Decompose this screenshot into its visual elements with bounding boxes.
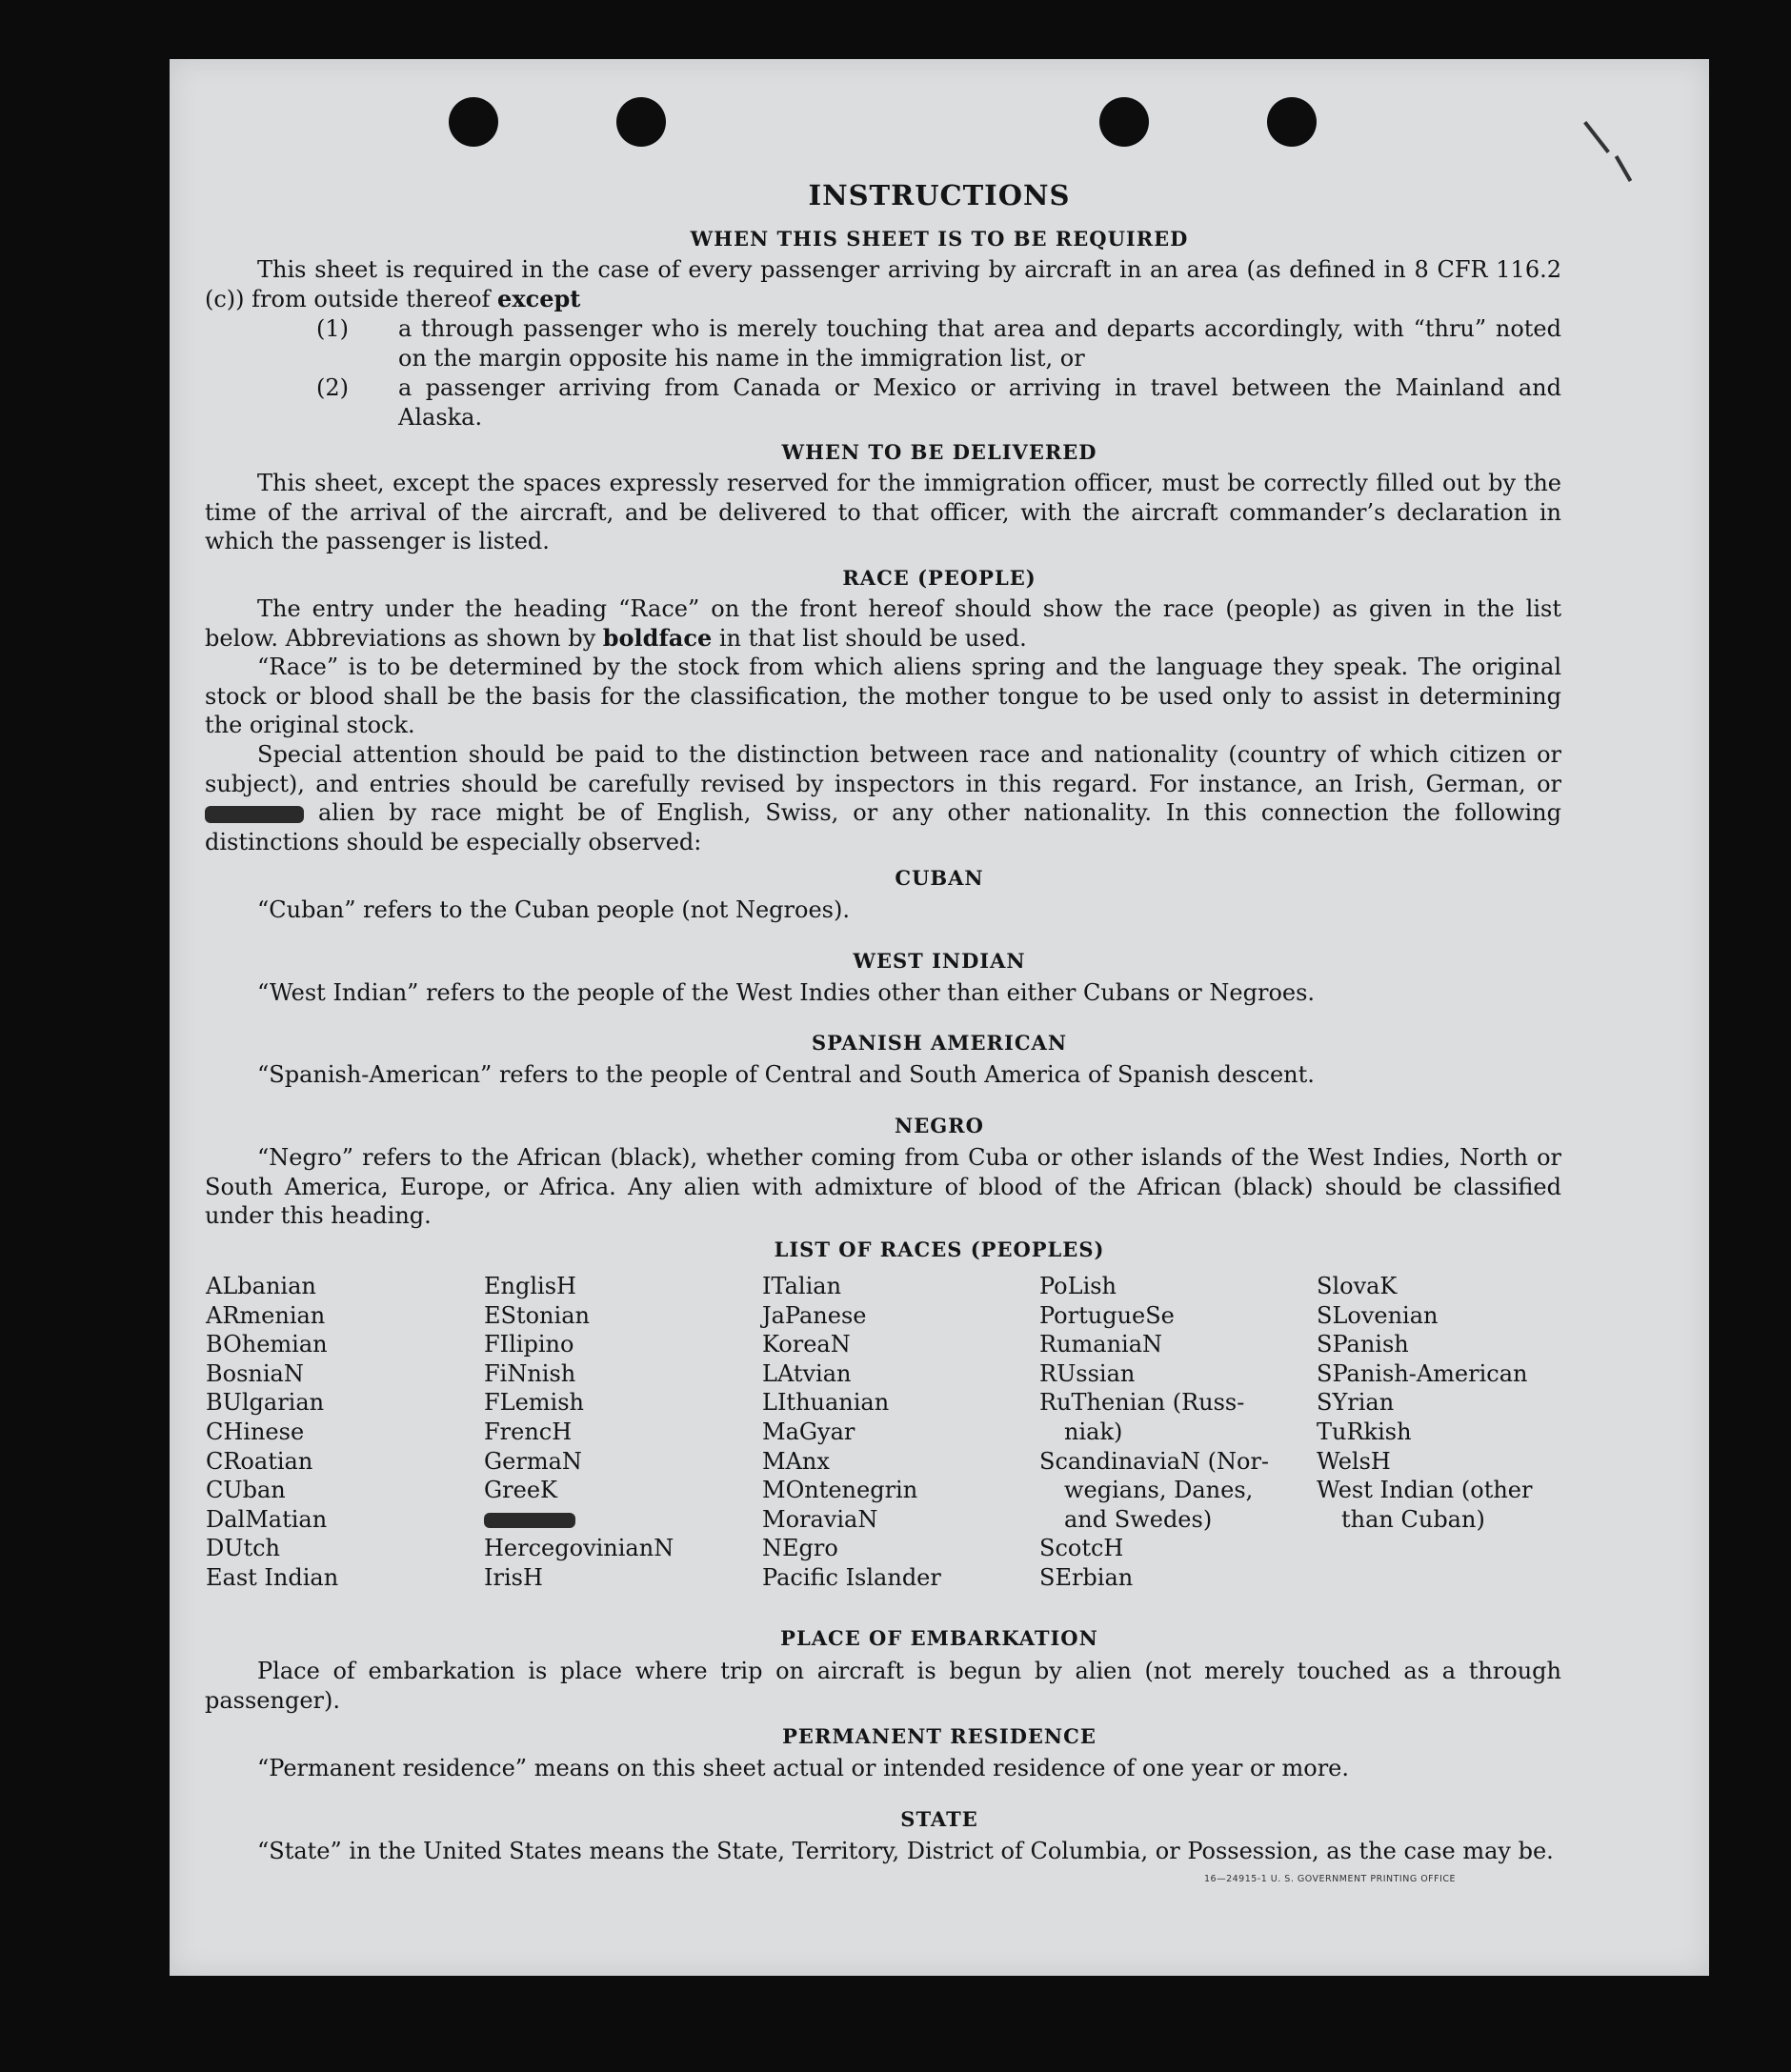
- heading-cuban: CUBAN: [895, 866, 984, 890]
- heading-race: RACE (PEOPLE): [842, 566, 1036, 590]
- scan-mark: [1583, 121, 1610, 153]
- race-item: ScotcH: [1039, 1535, 1124, 1562]
- race-item: KoreaN: [762, 1331, 851, 1358]
- race-item: LIthuanian: [762, 1389, 890, 1417]
- race-item: FLemish: [484, 1389, 584, 1417]
- race-item-line: ScandinaviaN (Nor-: [1039, 1447, 1270, 1475]
- race-item: CHinese: [206, 1418, 305, 1445]
- required-intro: This sheet is required in the case of every passenger arriving by aircraft in an area (as defined in 8 CFR 116.2 (c)) from outside thereof except: [205, 256, 1561, 312]
- race-item: WelsH: [1317, 1447, 1391, 1475]
- race-item: HercegovinianN: [484, 1535, 674, 1562]
- negro-text: “Negro” refers to the African (black), whether coming from Cuba or other islands of the West Indies, North or South America, Europe, or Africa. Any alien with admixture of blood of the African (black) should be classified under this heading.: [205, 1144, 1561, 1229]
- race-item: SYrian: [1317, 1389, 1395, 1417]
- embarkation-text: Place of embarkation is place where trip on aircraft is begun by alien (not merely touched as a through passenger).: [205, 1658, 1561, 1714]
- race-item: MAnx: [762, 1447, 830, 1475]
- race-item: DUtch: [206, 1535, 281, 1562]
- race-item: IrisH: [484, 1563, 543, 1591]
- race-item: DalMatian: [206, 1505, 328, 1533]
- race-item: ALbanian: [206, 1273, 316, 1299]
- race-item: RumaniaN: [1039, 1331, 1163, 1358]
- race-item: FiNnish: [484, 1359, 576, 1387]
- races-column-5: [1317, 1272, 1564, 1534]
- race-item: Pacific Islander: [762, 1563, 941, 1591]
- race-item: SErbian: [1039, 1563, 1134, 1591]
- race-item: PoLish: [1039, 1273, 1117, 1299]
- heading-state: STATE: [900, 1807, 978, 1831]
- west-indian-text: “West Indian” refers to the people of the West Indies other than either Cubans or Negroes.: [257, 979, 1316, 1006]
- delivered-text: This sheet, except the spaces expressly reserved for the immigration officer, must be correctly filled out by the time of the arrival of the aircraft, and be delivered to that officer, with the aircraft commander’s declaration in which the passenger is listed.: [205, 470, 1561, 554]
- heading-west-indian: WEST INDIAN: [853, 949, 1026, 973]
- races-column-1: [206, 1272, 463, 1593]
- race-item: SPanish-American: [1317, 1359, 1528, 1387]
- race-item: BOhemian: [206, 1331, 328, 1358]
- heading-required: WHEN THIS SHEET IS TO BE REQUIRED: [690, 227, 1189, 251]
- punch-hole: [1267, 97, 1317, 147]
- punch-hole: [616, 97, 666, 147]
- race-paragraph-1: The entry under the heading “Race” on the front hereof should show the race (people) as given in the list below. Abbreviations as shown by boldface in that list should be used.: [205, 595, 1561, 652]
- race-item: MaGyar: [762, 1418, 855, 1445]
- punch-hole: [1099, 97, 1149, 147]
- race-item-redacted: [484, 1505, 741, 1535]
- heading-residence: PERMANENT RESIDENCE: [782, 1724, 1097, 1748]
- race-item: CRoatian: [206, 1447, 313, 1475]
- races-column-2: [484, 1272, 741, 1593]
- race-item: FIlipino: [484, 1331, 574, 1358]
- race-item: TuRkish: [1317, 1418, 1412, 1445]
- page-title: INSTRUCTIONS: [808, 179, 1071, 211]
- redaction-mark: [205, 806, 304, 823]
- race-item: East Indian: [206, 1563, 339, 1591]
- heading-list-of-races: LIST OF RACES (PEOPLES): [774, 1237, 1105, 1261]
- race-item: BUlgarian: [206, 1389, 325, 1417]
- residence-text: “Permanent residence” means on this sheet actual or intended residence of one year or more.: [257, 1755, 1349, 1781]
- race-item: SPanish: [1317, 1331, 1409, 1358]
- race-item: ARmenian: [206, 1301, 326, 1329]
- race-item-line: niak): [1064, 1418, 1123, 1445]
- heading-spanish-american: SPANISH AMERICAN: [811, 1031, 1068, 1055]
- race-item: GreeK: [484, 1477, 557, 1504]
- race-item: CUban: [206, 1477, 286, 1504]
- races-column-3: [762, 1272, 1019, 1593]
- race-item: GermaN: [484, 1447, 582, 1475]
- required-item-2: (2) a passenger arriving from Canada or Mexico or arriving in travel between the Mainland and Alaska.: [316, 374, 1561, 431]
- heading-embarkation: PLACE OF EMBARKATION: [780, 1626, 1098, 1650]
- race-item-line: West Indian (other: [1317, 1477, 1533, 1504]
- scan-mark: [1615, 155, 1632, 182]
- required-item-1: (1) a through passenger who is merely touching that area and departs accordingly, with “thru” noted on the margin opposite his name in the immigration list, or: [316, 315, 1561, 372]
- race-item: RUssian: [1039, 1359, 1136, 1387]
- race-item-scandinavian: [1039, 1447, 1297, 1535]
- races-column-4: [1039, 1272, 1297, 1593]
- race-item: BosniaN: [206, 1359, 304, 1387]
- race-item: MOntenegrin: [762, 1477, 918, 1504]
- race-item-line: than Cuban): [1341, 1505, 1485, 1533]
- spanish-american-text: “Spanish-American” refers to the people of Central and South America of Spanish descent.: [257, 1061, 1315, 1088]
- race-item-ruthenian: [1039, 1388, 1297, 1446]
- race-item-line: RuThenian (Russ-: [1039, 1389, 1245, 1417]
- race-item: FrencH: [484, 1418, 573, 1445]
- punch-hole: [449, 97, 498, 147]
- race-item: NEgro: [762, 1535, 838, 1562]
- race-item: MoraviaN: [762, 1505, 878, 1533]
- race-item: JaPanese: [762, 1301, 867, 1329]
- race-paragraph-3: Special attention should be paid to the distinction between race and nationality (country of which citizen or subject), and entries should be carefully revised by inspectors in this regard. For instance, an Irish, German, or alien by race might be of English, Swiss, or any other nationality. In this connection the following distinctions should be especially observed:: [205, 741, 1561, 855]
- race-item-line: and Swedes): [1064, 1505, 1213, 1533]
- race-paragraph-2: “Race” is to be determined by the stock from which aliens spring and the language they speak. The original stock or blood shall be the basis for the classification, the mother tongue to be used only to assist in determining the original stock.: [205, 654, 1561, 738]
- race-item-line: wegians, Danes,: [1064, 1477, 1254, 1504]
- redaction-mark: [484, 1513, 575, 1528]
- race-item: ITalian: [762, 1273, 842, 1299]
- race-item: LAtvian: [762, 1359, 852, 1387]
- race-item: SLovenian: [1317, 1301, 1439, 1329]
- state-text: “State” in the United States means the State, Territory, District of Columbia, or Possession, as the case may be.: [257, 1838, 1554, 1864]
- race-item-west-indian: [1317, 1476, 1564, 1534]
- race-item: PortugueSe: [1039, 1301, 1175, 1329]
- printer-imprint: 16—24915-1 U. S. GOVERNMENT PRINTING OFFICE: [1204, 1874, 1457, 1884]
- race-item: SlovaK: [1317, 1273, 1398, 1299]
- heading-delivered: WHEN TO BE DELIVERED: [781, 440, 1097, 464]
- heading-negro: NEGRO: [895, 1114, 984, 1137]
- race-item: EnglisH: [484, 1273, 576, 1299]
- race-item: EStonian: [484, 1301, 590, 1329]
- document-sheet: [170, 59, 1709, 1976]
- cuban-text: “Cuban” refers to the Cuban people (not Negroes).: [257, 896, 850, 923]
